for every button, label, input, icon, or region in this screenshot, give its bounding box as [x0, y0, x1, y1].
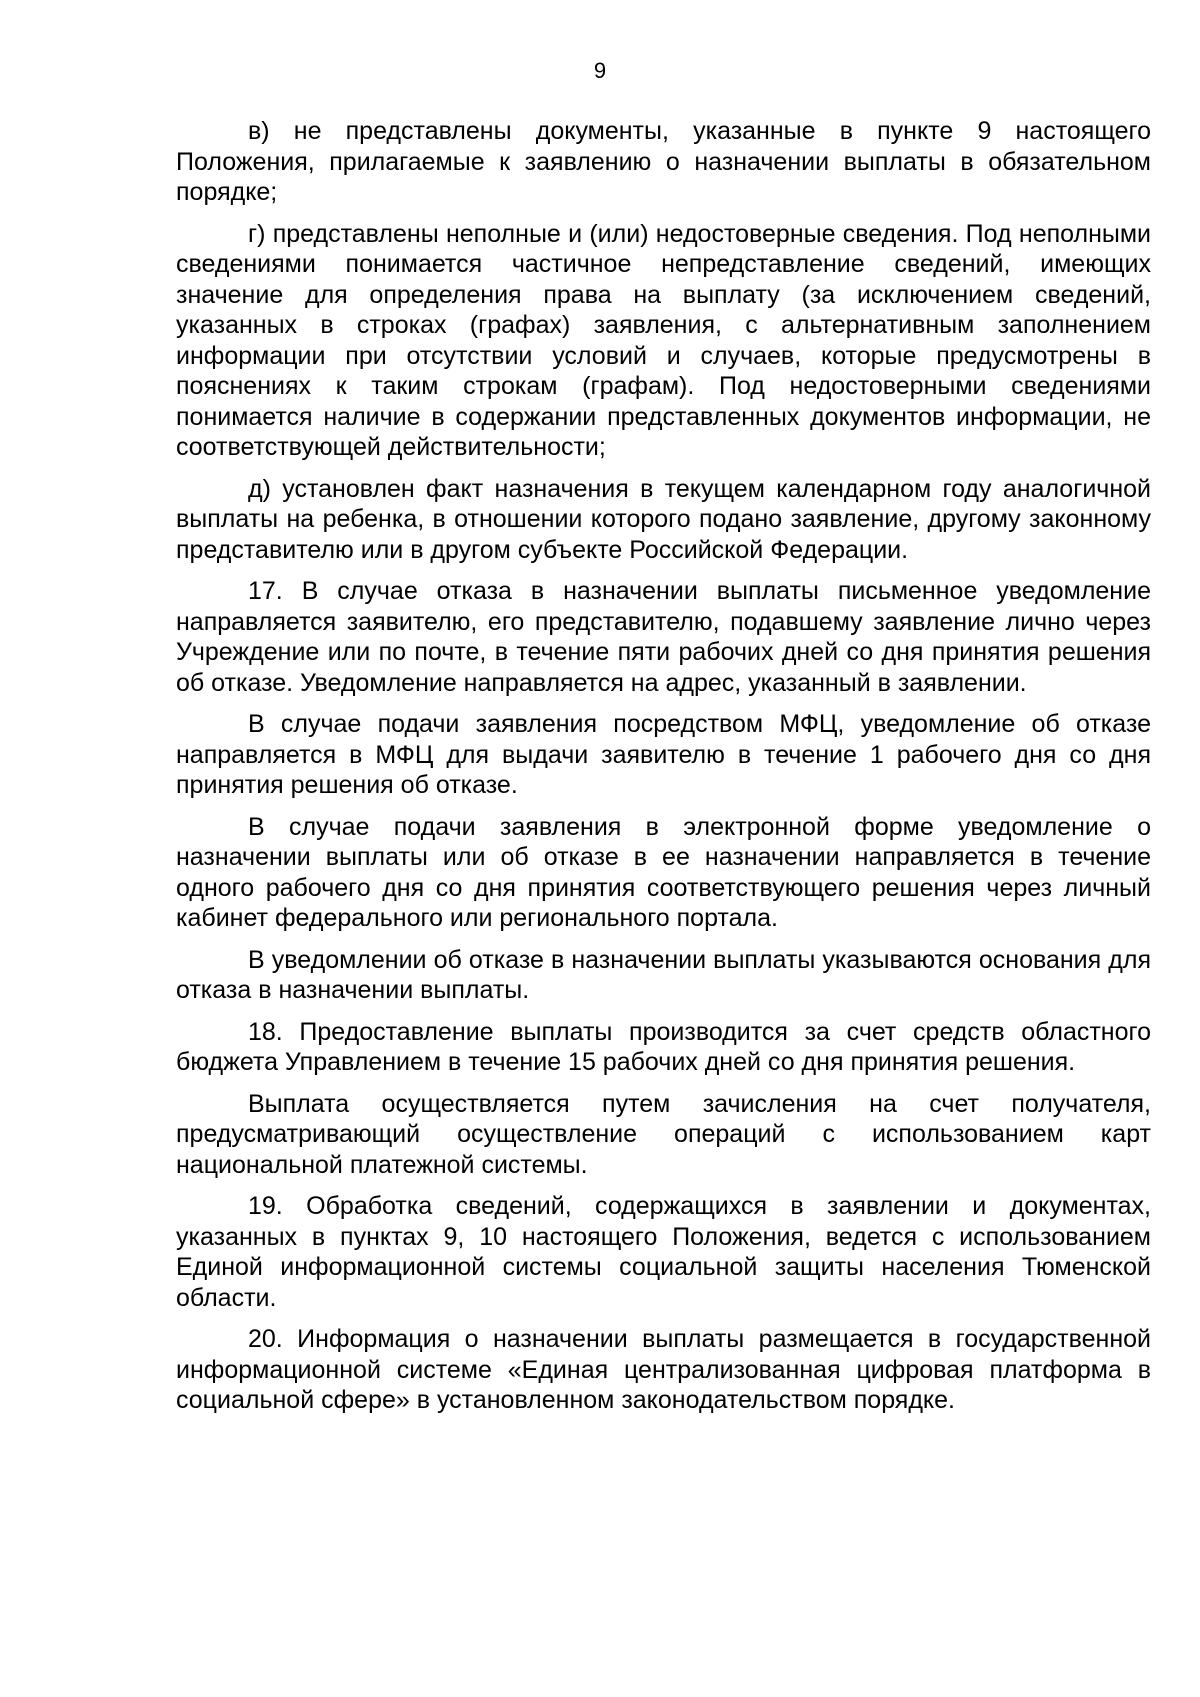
document-body [176, 116, 1151, 1427]
paragraph-item-v: в) не представлены документы, указанные в пункте 9 настоящего Положения, прилагаемые к заявлению о назначении выплаты в обязательном порядке; [176, 117, 1151, 206]
paragraph-19: 19. Обработка сведений, содержащихся в заявлении и документах, указанных в пунктах 9, 10 настоящего Положения, ведется с использованием Единой информационной системы социальной защиты населения Тюменской области. [176, 1192, 1151, 1312]
paragraph-17: 17. В случае отказа в назначении выплаты письменное уведомление направляется заявителю, его представителю, подавшему заявление лично через Учреждение или по почте, в течение пяти рабочих дней со дня принятия решения об отказе. Уведомление направляется на адрес, указанный в заявлении. [176, 577, 1151, 697]
paragraph-18: 18. Предоставление выплаты производится за счет средств областного бюджета Управлением в течение 15 рабочих дней со дня принятия решения. [176, 1017, 1151, 1076]
paragraph-17-electronic: В случае подачи заявления в электронной форме уведомление о назначении выплаты или об отказе в ее назначении направляется в течение одного рабочего дня со дня принятия соответствующего решения через личный кабинет федерального или регионального портала. [176, 812, 1151, 932]
paragraph-item-d: д) установлен факт назначения в текущем календарном году аналогичной выплаты на ребенка, в отношении которого подано заявление, другому законному представителю или в другом субъекте Российской Федерации. [176, 474, 1151, 564]
paragraph-17-mfc: В случае подачи заявления посредством МФЦ, уведомление об отказе направляется в МФЦ для выдачи заявителю в течение 1 рабочего дня со дня принятия решения об отказе. [176, 710, 1151, 799]
paragraph-17-grounds: В уведомлении об отказе в назначении выплаты указываются основания для отказа в назначении выплаты. [176, 945, 1151, 1004]
paragraph-18-payment: Выплата осуществляется путем зачисления на счет получателя, предусматривающий осуществление операций с использованием карт национальной платежной системы. [176, 1089, 1151, 1179]
paragraph-20: 20. Информация о назначении выплаты размещается в государственной информационной системе «Единая централизованная цифровая платформа в социальной сфере» в установленном законодательством порядке. [176, 1325, 1151, 1414]
paragraph-item-g: г) представлены неполные и (или) недостоверные сведения. Под неполными сведениями понимается частичное непредставление сведений, имеющих значение для определения права на выплату (за исключением сведений, указанных в строках (графах) заявления, с альтернативным заполнением информации при отсутствии условий и случаев, которые предусмотрены в пояснениях к таким строкам (графам). Под недостоверными сведениями понимается наличие в содержании представленных документов информации, не соответствующей действительности; [176, 219, 1151, 461]
page-number: 9 [593, 58, 607, 83]
